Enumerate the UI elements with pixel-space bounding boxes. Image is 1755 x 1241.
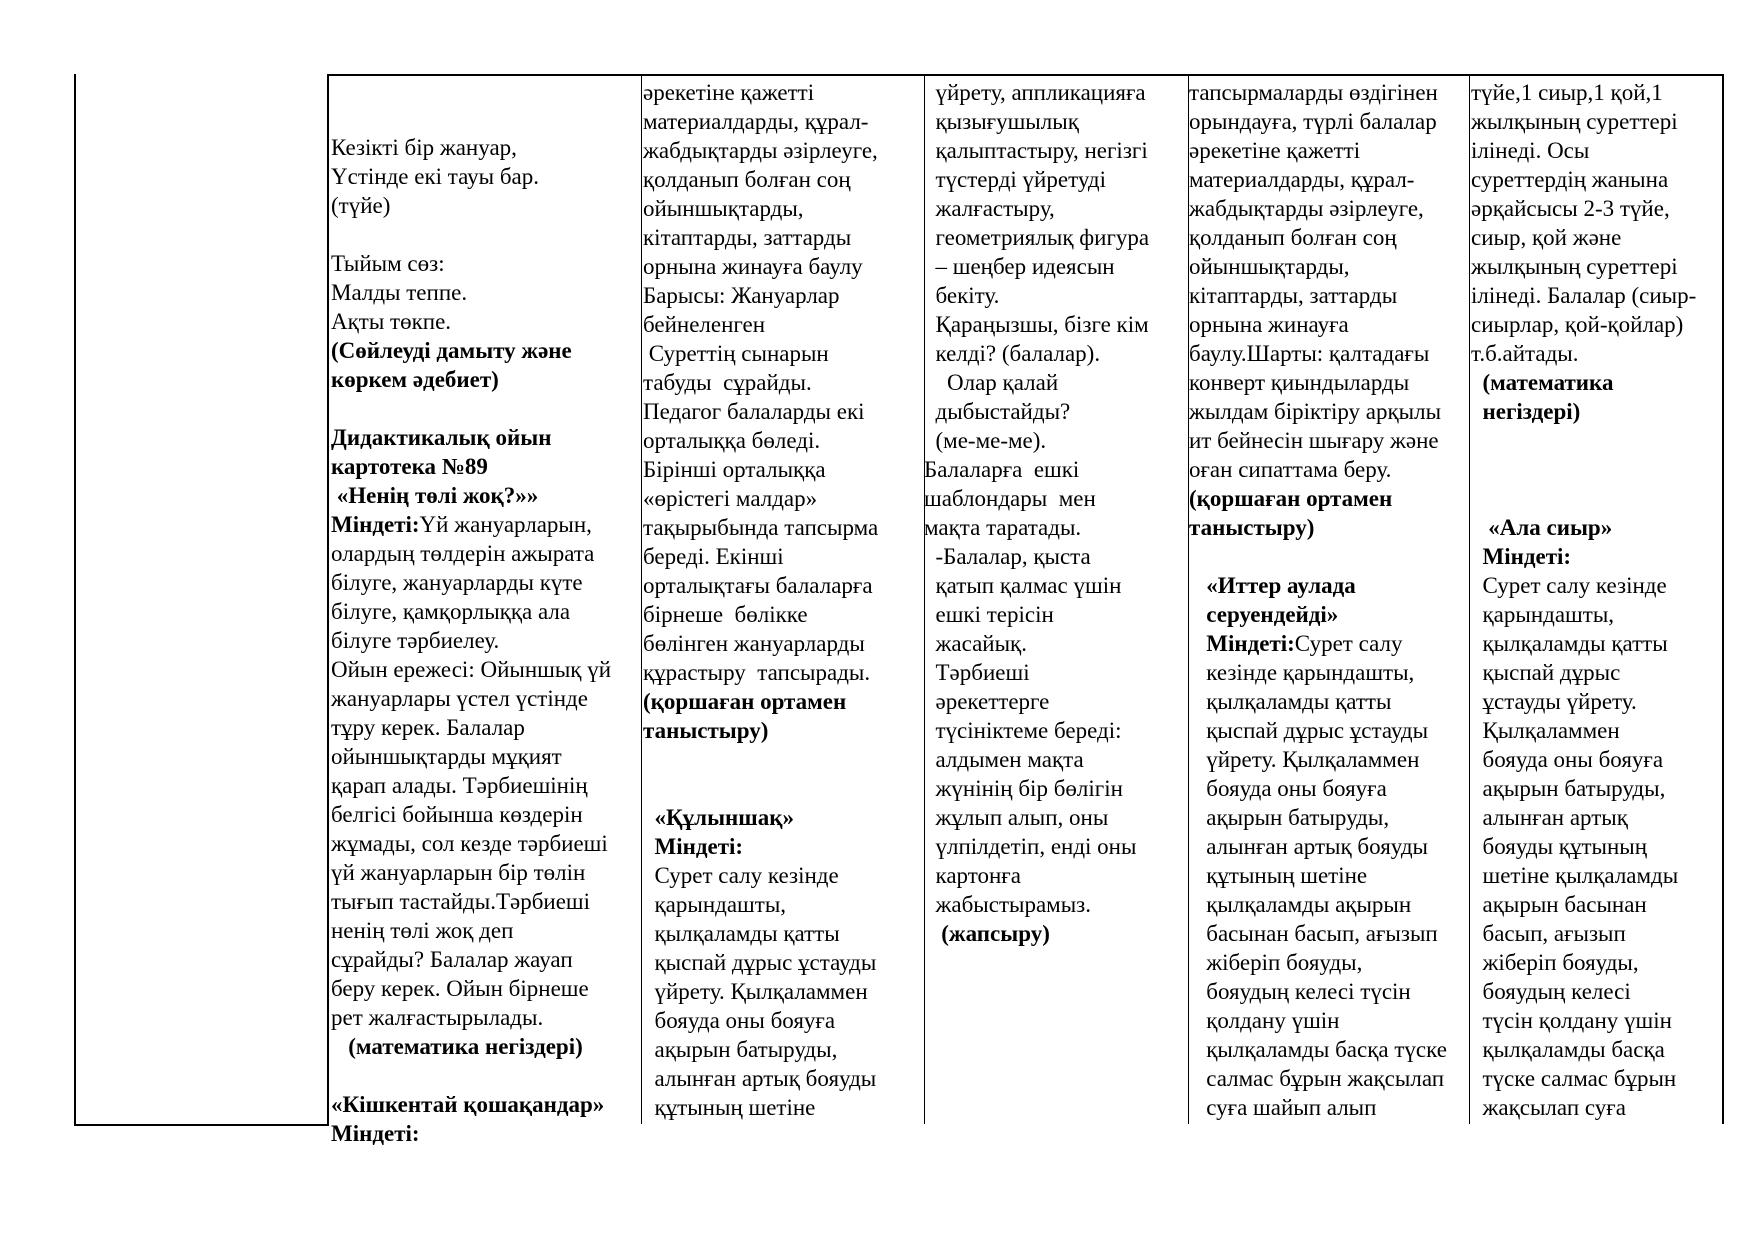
text-line: жіберіп бояуды, [1189,950,1363,975]
text-line: тапсырмаларды өздігінен [1189,80,1438,105]
text-line: «Ненің төлі жоқ?»» [331,483,539,508]
text-line: картотека №89 [331,454,488,479]
text-line: шаблондары мен [924,486,1096,511]
text-line: рет жалғастырылады. [331,1005,544,1030]
text-line: Сурет салу кезінде [643,863,839,888]
text-line: алынған артық [1471,805,1628,830]
text-line: білуге, қамқорлыққа ала [331,599,571,624]
text-line: түстерді үйретуді [924,167,1106,192]
text-line: серуендейді» [1189,602,1339,627]
text-line: жабдықтарды әзірлеуге, [643,138,878,163]
text-line: (қоршаған ортамен [1189,486,1393,511]
text-line: жүнінің бір бөлігін [924,776,1123,801]
text-line: қыспай дұрыс [1471,660,1621,685]
text-line: Қараңызшы, бізге кім [924,312,1149,337]
text-line: беру керек. Ойын бірнеше [331,976,589,1001]
table-cell-column-3 [924,78,1186,948]
text-line: жылқының суреттері [1471,254,1678,279]
table-rule-bottom [74,1124,328,1126]
text-line: қолданып болған соң [1189,225,1397,250]
text-line [331,104,639,133]
text-line: Ойын ережесі: Ойыншық үй [331,657,612,682]
text-line: бірнеше бөлікке [643,602,808,627]
text-line: орындауға, түрлі балалар [1189,109,1437,134]
text-line [331,1061,639,1090]
text-line: құтының шетіне [643,1095,816,1120]
text-line: қылқаламды қатты [1189,689,1392,714]
table-cell-column-5 [1471,78,1721,1122]
text-line: Қылқаламмен [1471,718,1620,743]
text-line: береді. Екінші [643,544,784,569]
text-line: жылқының суреттері [1471,109,1678,134]
text-line: қыспай дұрыс ұстауды [643,950,877,975]
text-line: алынған артық бояуды [643,1066,877,1091]
text-line: «Кішкентай қошақандар» [331,1092,605,1117]
text-line: Міндеті:Сурет салу [1189,631,1403,656]
text-line: ақырын батыруды, [643,1037,838,1062]
text-line: суреттердің жанына [1471,167,1669,192]
text-line: тұру керек. Балалар [331,715,525,740]
text-line: қылқаламды ақырын [1189,892,1412,917]
text-line: орталықтағы балаларға [643,573,873,598]
text-line: «өрістегі малдар» [643,486,818,511]
text-line [1189,542,1467,571]
text-line: жабыстырамыз. [924,892,1092,917]
text-line: Сурет салу кезінде [1471,573,1667,598]
text-line: Балаларға ешкі [924,457,1080,482]
text-line: (қоршаған ортамен [643,689,847,714]
text-line: жануарлары үстел үстінде [331,686,588,711]
text-line [331,394,639,423]
text-line [1471,426,1721,455]
text-line: сұрайды? Балалар жауап [331,947,573,972]
text-line: құтының шетіне [1189,863,1368,888]
text-line: қызығушылық [924,109,1079,134]
text-line: білуге, жануарларды күте [331,570,583,595]
text-line: ілінеді. Осы [1471,138,1590,163]
table-rule-left [74,74,76,1126]
text-line: «Ала сиыр» [1471,515,1613,540]
table-rule-right [1722,74,1724,1124]
text-line: басынан басып, ағызып [1189,921,1438,946]
text-line: (жапсыру) [924,921,1050,946]
text-line: қатып қалмас үшін [924,573,1122,598]
text-line: бейнеленген [643,312,766,337]
text-line: жабдықтарды әзірлеуге, [1189,196,1424,221]
table-cell-column-2 [643,78,921,1122]
text-line: ойыншықтарды, [643,196,804,221]
text-line [331,220,639,249]
text-line: материалдарды, құрал- [643,109,869,134]
text-line: үйрету, аппликацияға [924,80,1146,105]
table-cell-column-1 [331,104,639,1148]
text-line: әрекеттерге [924,689,1050,714]
text-line: Малды теппе. [331,280,468,305]
text-line: (түйе) [331,193,391,218]
text-line: қолданып болған соң [643,167,851,192]
text-line: жұлып алып, оны [924,805,1109,830]
text-line: оған сипаттама беру. [1189,457,1392,482]
text-line: құрастыру тапсырады. [643,660,871,685]
text-line: бояуда оны бояуға [643,1008,836,1033]
text-line: келді? (балалар). [924,341,1101,366]
text-line: дыбыстайды? [924,399,1071,424]
text-line: «Құлыншақ» [643,805,794,830]
text-line: (математика [1471,370,1614,395]
text-line: жасайық. [924,631,1027,656]
text-line: материалдарды, құрал- [1189,167,1415,192]
text-line: баулу.Шарты: қалтадағы [1189,341,1430,366]
text-line: түсініктеме береді: [924,718,1122,743]
text-line [1471,484,1721,513]
text-line: -Балалар, қыста [924,544,1091,569]
text-line: жылдам біріктіру арқылы [1189,399,1442,424]
text-line: Бірінші орталыққа [643,457,826,482]
text-line: суға шайып алып [1189,1095,1377,1120]
text-line: түйе,1 сиыр,1 қой,1 [1471,80,1663,105]
table-rule-col2-left [641,74,642,1124]
text-line: үлпілдетіп, енді оны [924,834,1137,859]
text-line: шетіне қылқаламды [1471,863,1679,888]
text-line: ойыншықтарды, [1189,254,1350,279]
text-line: көркем әдебиет) [331,367,499,392]
text-line: Дидактикалық ойын [331,425,552,450]
text-line: сиырлар, қой-қойлар) [1471,312,1684,337]
text-line [643,745,921,774]
text-line: Міндеті: [643,834,744,859]
text-line: Педагог балаларды екі [643,399,865,424]
text-line: Тәрбиеші [924,660,1030,685]
text-line: бөлінген жануарларды [643,631,865,656]
text-line: қылқаламды басқа түске [1189,1037,1447,1062]
text-line: ілінеді. Балалар (сиыр- [1471,283,1697,308]
text-line: түске салмас бұрын [1471,1066,1677,1091]
text-line: ешкі терісін [924,602,1054,627]
text-line: ақырын батыруды, [1189,805,1390,830]
text-line: қарап алады. Тәрбиешінің [331,773,588,798]
text-line: т.б.айтады. [1471,341,1579,366]
text-line: белгісі бойынша көздерін [331,802,583,827]
table-rule-col1-left [327,74,329,1126]
text-line: қалыптастыру, негізгі [924,138,1148,163]
text-line: Міндеті: [331,1121,420,1146]
text-line: қарындашты, [643,892,787,917]
text-line: ұстауды үйрету. [1471,689,1637,714]
text-line: мақта таратады. [924,515,1082,540]
text-line: ойыншықтарды мұқият [331,744,562,769]
text-line: бояуда оны бояуға [1189,776,1387,801]
text-line: ненің төлі жоқ деп [331,918,514,943]
text-line: Үстінде екі тауы бар. [331,164,539,189]
text-line: әрқайсысы 2-3 түйе, [1471,196,1670,221]
text-line: салмас бұрын жақсылап [1189,1066,1445,1091]
text-line: әрекетіне қажетті [643,80,815,105]
text-line: тақырыбында тапсырма [643,515,879,540]
text-line [643,774,921,803]
text-line: геометриялық фигура [924,225,1150,250]
text-line: алдымен мақта [924,747,1084,772]
text-line: алынған артық бояуды [1189,834,1428,859]
text-line: таныстыру) [643,718,769,743]
text-line: орталыққа бөледі. [643,428,821,453]
text-line: үйрету. Қылқаламмен [1189,747,1420,772]
text-line: Суреттің сынарын [643,341,829,366]
text-line: жіберіп бояуды, [1471,950,1639,975]
text-line: «Иттер аулада [1189,573,1356,598]
text-line: басып, ағызып [1471,921,1626,946]
text-line: Ақты төкпе. [331,309,452,334]
text-line: (Сөйлеуді дамыту және [331,338,572,363]
text-line: – шеңбер идеясын [924,254,1115,279]
text-line: ит бейнесін шығару және [1189,428,1439,453]
text-line: кітаптарды, заттарды [1189,283,1398,308]
text-line: табуды сұрайды. [643,370,812,395]
text-line: білуге тәрбиелеу. [331,628,500,653]
text-line: сиыр, қой және [1471,225,1622,250]
text-line: орнына жинауға баулу [643,254,863,279]
text-line: бояуды құтының [1471,834,1648,859]
text-line: кітаптарды, заттарды [643,225,852,250]
text-line: конверт қиындыларды [1189,370,1410,395]
text-line: қылқаламды қатты [643,921,840,946]
text-line: Міндеті:Үй жануарларын, [331,512,592,537]
text-line: түсін қолдану үшін [1471,1008,1672,1033]
text-line [1471,455,1721,484]
text-line: әрекетіне қажетті [1189,138,1361,163]
text-line: үйрету. Қылқаламмен [643,979,868,1004]
text-line: қарындашты, [1471,602,1615,627]
text-line: орнына жинауға [1189,312,1349,337]
text-line: қылқаламды басқа [1471,1037,1665,1062]
text-line: тығып тастайды.Тәрбиеші [331,889,591,914]
text-line: қыспай дұрыс ұстауды [1189,718,1429,743]
text-line: (ме-ме-ме). [924,428,1047,453]
text-line: ақырын басынан [1471,892,1647,917]
table-cell-column-4 [1189,78,1467,1122]
text-line: жалғастыру, [924,196,1055,221]
text-line: бекіту. [924,283,1000,308]
text-line: таныстыру) [1189,515,1315,540]
text-line: бояудың келесі түсін [1189,979,1411,1004]
table-rule-col5-left [1469,74,1470,1124]
table-rule-top [327,74,1724,76]
text-line: Тыйым сөз: [331,251,445,276]
text-line: кезінде қарындашты, [1189,660,1415,685]
text-line: қолдану үшін [1189,1008,1340,1033]
text-line: жұмады, сол кезде тәрбиеші [331,831,608,856]
text-line: негіздері) [1471,399,1581,424]
text-line: бояуда оны бояуға [1471,747,1664,772]
text-line: қылқаламды қатты [1471,631,1668,656]
text-line: Барысы: Жануарлар [643,283,840,308]
text-line: олардың төлдерін ажырата [331,541,595,566]
text-line: картонға [924,863,1021,888]
text-line: Олар қалай [924,370,1059,395]
text-line: бояудың келесі [1471,979,1631,1004]
text-line: (математика негіздері) [331,1034,583,1059]
text-line: Кезікті бір жануар, [331,135,517,160]
text-line: үй жануарларын бір төлін [331,860,586,885]
text-line: ақырын батыруды, [1471,776,1666,801]
text-line: Міндеті: [1471,544,1572,569]
text-line: жақсылап суға [1471,1095,1626,1120]
